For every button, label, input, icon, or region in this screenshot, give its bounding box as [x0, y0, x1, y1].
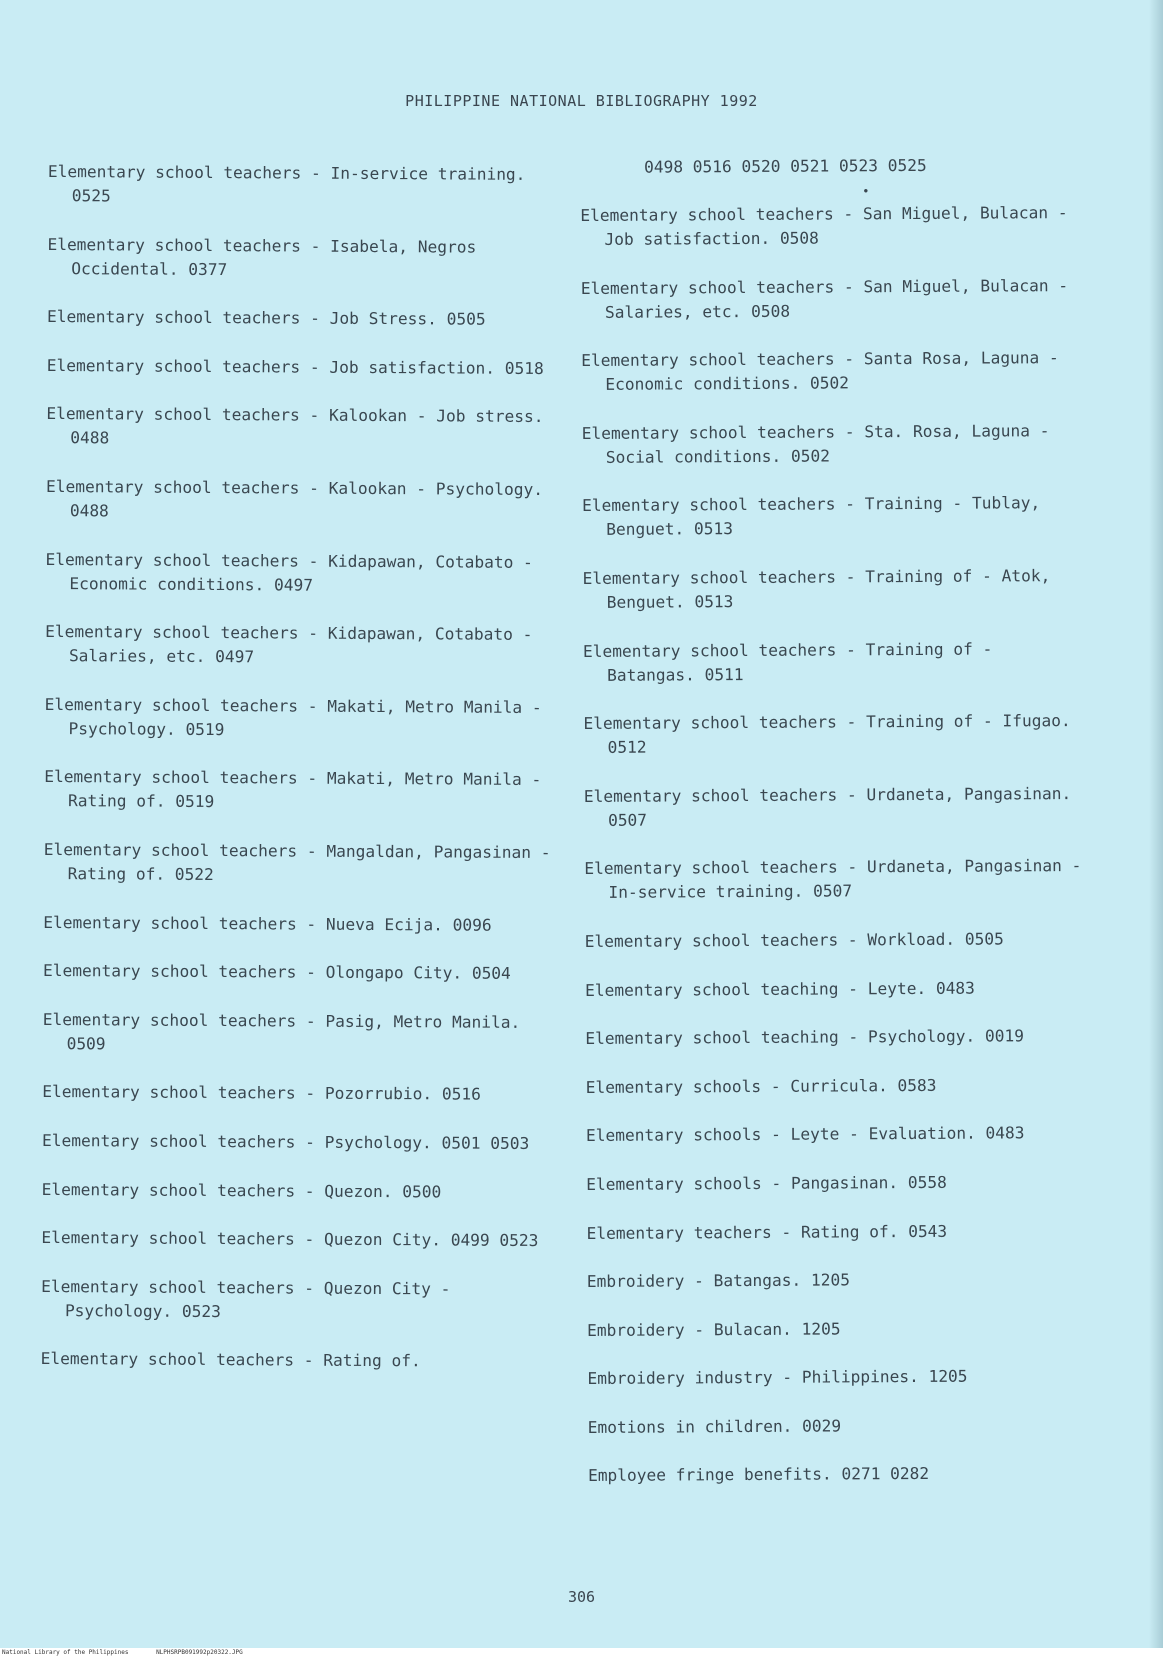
index-entry: Elementary school teachers - Olongapo City. 0504 [42, 961, 511, 983]
index-entry: Employee fringe benefits. 0271 0282 [587, 1464, 930, 1486]
index-entry: Elementary school teachers - Training - Tublay, Benguet. 0513 [582, 493, 1050, 540]
right-column [580, 155, 1092, 1513]
index-entry: Elementary school teachers - Quezon City - Psychology. 0523 [41, 1276, 461, 1321]
index-entry: Elementary school teachers - Pozorrubio. 0516 [42, 1082, 481, 1104]
page-title: PHILIPPINE NATIONAL BIBLIOGRAPHY 1992 [405, 92, 758, 110]
footer-library: National Library of the Philippines [2, 1649, 129, 1656]
index-entry: Elementary school teachers - Pasig, Metro Manila. 0509 [42, 1009, 531, 1054]
index-entry: Elementary school teachers - Kidapawan, Cotabato - Salaries, etc. 0497 [45, 622, 543, 667]
index-entry: Elementary school teachers - Training of - Batangas. 0511 [582, 638, 1003, 685]
index-entry: Elementary school teachers - Isabela, Negros Occidental. 0377 [47, 234, 487, 279]
index-entry: Elementary school teachers - Santa Rosa, Laguna - Economic conditions. 0502 [581, 348, 1069, 395]
page-edge-shadow [1149, 0, 1163, 1658]
index-entry: Elementary teachers - Rating of. 0543 [586, 1221, 948, 1243]
stray-mark: • [862, 184, 870, 199]
scan-footer [0, 1648, 1163, 1658]
index-entry: Elementary school teaching - Leyte. 0483 [585, 978, 975, 1000]
index-entry: Elementary schools - Pangasinan. 0558 [586, 1172, 947, 1194]
footer-file: NLPHSRPB091992p20322.JPG [156, 1649, 243, 1656]
index-entry: Elementary school teachers - Kidapawan, Cotabato - Economic conditions. 0497 [45, 549, 543, 595]
index-entry: Elementary school teachers - Makati, Metro Manila - Psychology. 0519 [44, 694, 552, 739]
index-entry: Embroidery - Bulacan. 1205 [587, 1319, 841, 1340]
index-entry: Embroidery industry - Philippines. 1205 [587, 1366, 968, 1389]
left-column [40, 160, 561, 1399]
index-entry: Elementary school teachers - Training of - Atok, Benguet. 0513 [582, 566, 1061, 612]
index-entry: Elementary school teachers - Nueva Ecija. 0096 [43, 912, 492, 935]
index-entry: Elementary school teachers - Rating of. [40, 1349, 421, 1371]
index-entry: Elementary school teachers - Sta. Rosa, Laguna - Social conditions. 0502 [581, 420, 1060, 467]
entry-continuation: 0498 0516 0520 0521 0523 0525 [643, 155, 927, 177]
index-entry: Elementary school teachers - Makati, Metro Manila - Rating of. 0519 [44, 767, 552, 812]
index-entry: Elementary school teachers - San Miguel, Bulacan - Job satisfaction. 0508 [580, 202, 1078, 249]
index-entry: Elementary school teachers - Quezon City. 0499 0523 [41, 1228, 539, 1251]
index-entry: Elementary school teachers - Workload. 0505 [584, 929, 1004, 951]
index-entry: Elementary school teachers - Mangaldan, Pangasinan - Rating of. 0522 [43, 839, 561, 884]
index-entry: Elementary school teachers - Psychology. 0501 0503 [41, 1130, 530, 1153]
index-entry: Elementary school teachers - Urdaneta, Pangasinan - In-service training. 0507 [584, 856, 1092, 903]
index-entry: Elementary school teachers - Kalookan - Psychology. 0488 [45, 476, 553, 521]
index-entry: Elementary school teachers - Kalookan - Job stress. 0488 [46, 404, 554, 448]
index-entry: Elementary school teachers - Urdaneta, Pangasinan. 0507 [583, 783, 1081, 830]
index-entry: Elementary school teachers - In-service training. 0525 [47, 161, 536, 206]
index-entry: Elementary school teaching - Psychology. 0019 [585, 1026, 1024, 1049]
index-entry: Emotions in children. 0029 [587, 1416, 842, 1437]
index-entry: Elementary school teachers - Job Stress. 0505 [46, 307, 486, 329]
index-entry: Elementary school teachers - Quezon. 0500 [41, 1179, 442, 1201]
index-entry: Elementary school teachers - Training of - Ifugao. 0512 [583, 711, 1081, 757]
index-entry: Elementary schools - Leyte - Evaluation. 0483 [585, 1123, 1025, 1146]
index-entry: Elementary school teachers - Job satisfaction. 0518 [46, 355, 544, 378]
index-entry: Elementary school teachers - San Miguel, Bulacan - Salaries, etc. 0508 [580, 275, 1078, 322]
index-entry: Embroidery - Batangas. 1205 [586, 1270, 851, 1292]
index-entry: Elementary schools - Curricula. 0583 [585, 1075, 937, 1097]
page-number: 306 [567, 1588, 596, 1606]
